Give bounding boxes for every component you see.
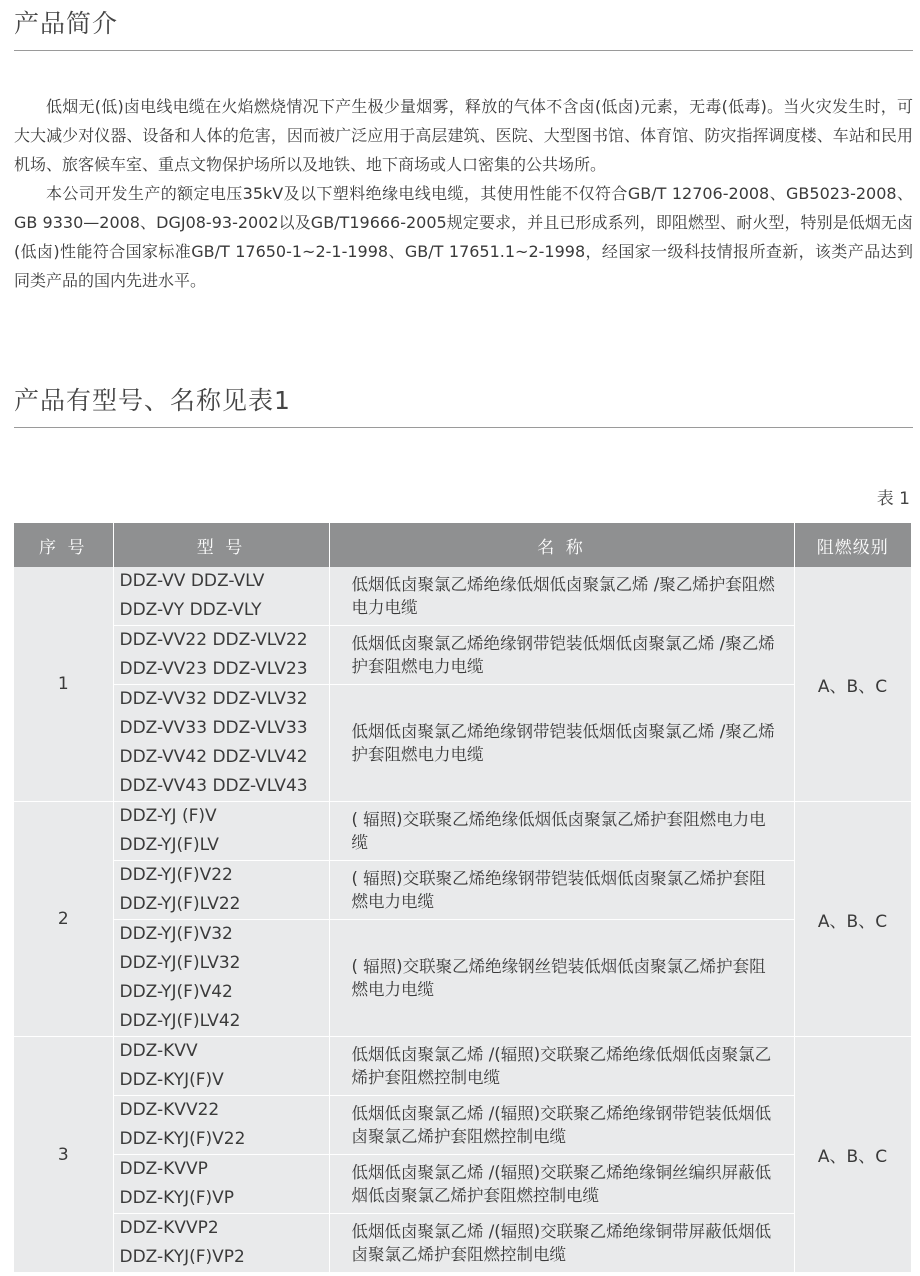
model-code: DDZ-VV23 DDZ-VLV23 [119,659,308,679]
table-row [14,626,911,685]
model-cell [113,1037,329,1096]
table-row [14,861,911,920]
divider [14,50,913,51]
row-number: 3 [14,1037,113,1273]
model-code: DDZ-YJ(F)V22 [119,865,233,885]
model-code: DDZ-YJ(F)LV [119,835,219,855]
cable-name: 低烟低卤聚氯乙烯绝缘钢带铠装低烟低卤聚氯乙烯 /聚乙烯护套阻燃电力电缆 [329,685,794,802]
flame-level: A、B、C [794,802,911,1037]
flame-level: A、B、C [794,1037,911,1273]
model-code: DDZ-YJ(F)LV42 [119,1011,241,1031]
model-table [14,523,912,1273]
header-flame-level: 阻燃级别 [794,523,911,567]
cable-name: ( 辐照)交联聚乙烯绝缘钢带铠装低烟低卤聚氯乙烯护套阻燃电力电缆 [329,861,794,920]
table-row [14,1037,911,1096]
table-row [14,802,911,861]
model-code: DDZ-YJ(F)LV32 [119,953,241,973]
model-cell [113,1155,329,1214]
row-number: 2 [14,802,113,1037]
cable-name: ( 辐照)交联聚乙烯绝缘低烟低卤聚氯乙烯护套阻燃电力电缆 [329,802,794,861]
divider [14,427,913,428]
table-row [14,1155,911,1214]
model-code: DDZ-KYJ(F)VP2 [119,1247,245,1267]
intro-paragraph: 本公司开发生产的额定电压35kV及以下塑料绝缘电线电缆，其使用性能不仅符合GB/T 12706-2008、GB5023-2008、GB 9330—2008、DGJ08-93-2002以及GB/T19666-2005规定要求，并且已形成系列，即阻燃型、耐火型，特别是低烟无卤(低卤)性能符合国家标准GB/T 17650-1~2-1-1998、GB/T 17651.1~2-1998，经国家一级科技情报所查新，该类产品达到同类产品的国内先进水平。 [14,184,913,290]
intro-paragraph: 低烟无(低)卤电线电缆在火焰燃烧情况下产生极少量烟雾，释放的气体不含卤(低卤)元素，无毒(低毒)。当火灾发生时，可大大减少对仪器、设备和人体的危害，因而被广泛应用于高层建筑、医院、大型图书馆、体育馆、防灾指挥调度楼、车站和民用机场、旅客候车室、重点文物保护场所以及地铁、地下商场或人口密集的公共场所。 [14,97,913,174]
table-row [14,1096,911,1155]
model-code: DDZ-KVVP [119,1159,208,1179]
model-cell [113,920,329,1037]
table-row [14,685,911,802]
table-row [14,920,911,1037]
cable-name: 低烟低卤聚氯乙烯 /(辐照)交联聚乙烯绝缘铜丝编织屏蔽低烟低卤聚氯乙烯护套阻燃控制电缆 [329,1155,794,1214]
model-code: DDZ-KYJ(F)V22 [119,1129,246,1149]
model-code: DDZ-VV43 DDZ-VLV43 [119,776,308,796]
model-code: DDZ-KVVP2 [119,1218,219,1238]
intro-text [14,92,913,295]
model-code: DDZ-YJ(F)V42 [119,982,233,1002]
cable-name: 低烟低卤聚氯乙烯绝缘低烟低卤聚氯乙烯 /聚乙烯护套阻燃电力电缆 [329,567,794,626]
header-model: 型 号 [113,523,329,567]
model-code: DDZ-KVV [119,1041,198,1061]
model-cell [113,1096,329,1155]
model-cell [113,861,329,920]
cable-name: 低烟低卤聚氯乙烯绝缘钢带铠装低烟低卤聚氯乙烯 /聚乙烯护套阻燃电力电缆 [329,626,794,685]
table-caption: 表 1 [876,489,910,509]
model-code: DDZ-YJ (F)V [119,806,217,826]
model-code: DDZ-VV22 DDZ-VLV22 [119,630,308,650]
model-cell [113,1214,329,1273]
table-header-row [14,523,911,567]
section-title-models: 产品有型号、名称见表1 [14,386,291,415]
table-row [14,1214,911,1273]
model-code: DDZ-KVV22 [119,1100,220,1120]
model-cell [113,802,329,861]
model-code: DDZ-VV32 DDZ-VLV32 [119,689,308,709]
model-code: DDZ-YJ(F)V32 [119,924,233,944]
section-title-intro: 产品简介 [14,9,119,38]
header-name: 名 称 [329,523,794,567]
model-code: DDZ-YJ(F)LV22 [119,894,241,914]
header-number: 序 号 [14,523,113,567]
model-code: DDZ-KYJ(F)VP [119,1188,235,1208]
cable-name: 低烟低卤聚氯乙烯 /(辐照)交联聚乙烯绝缘钢带铠装低烟低卤聚氯乙烯护套阻燃控制电缆 [329,1096,794,1155]
model-code: DDZ-VY DDZ-VLY [119,600,262,620]
model-code: DDZ-VV33 DDZ-VLV33 [119,718,308,738]
table-row [14,567,911,626]
model-code: DDZ-KYJ(F)V [119,1070,224,1090]
cable-name: 低烟低卤聚氯乙烯 /(辐照)交联聚乙烯绝缘低烟低卤聚氯乙烯护套阻燃控制电缆 [329,1037,794,1096]
model-code: DDZ-VV DDZ-VLV [119,571,265,591]
model-code: DDZ-VV42 DDZ-VLV42 [119,747,308,767]
model-cell [113,567,329,626]
model-cell [113,626,329,685]
row-number: 1 [14,567,113,802]
model-cell [113,685,329,802]
flame-level: A、B、C [794,567,911,802]
cable-name: 低烟低卤聚氯乙烯 /(辐照)交联聚乙烯绝缘铜带屏蔽低烟低卤聚氯乙烯护套阻燃控制电缆 [329,1214,794,1273]
cable-name: ( 辐照)交联聚乙烯绝缘钢丝铠装低烟低卤聚氯乙烯护套阻燃电力电缆 [329,920,794,1037]
